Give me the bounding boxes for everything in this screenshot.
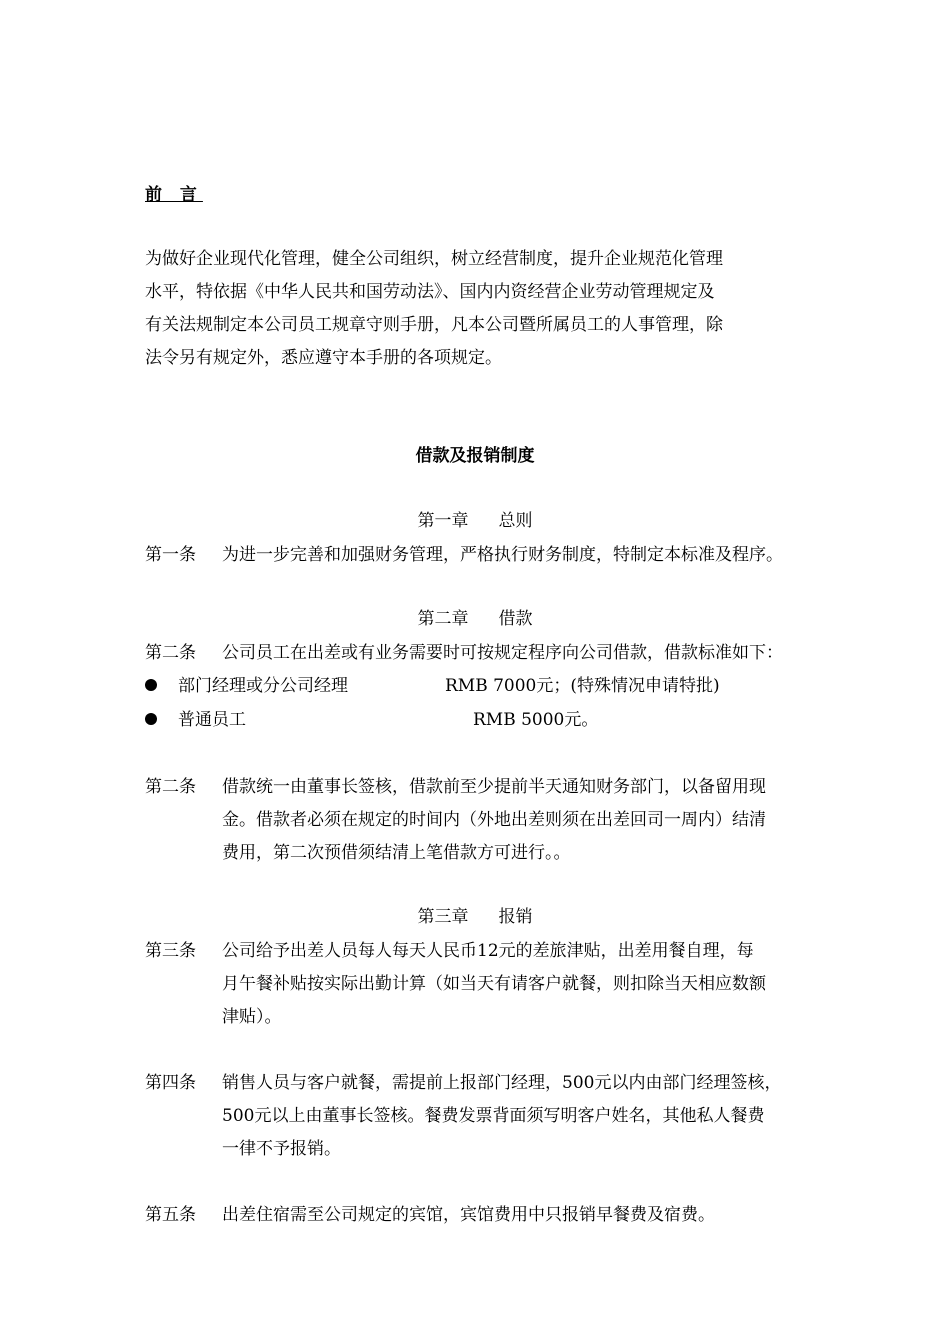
article-text: 销售人员与客户就餐，需提前上报部门经理，500元以内由部门经理签核， xyxy=(222,1073,782,1093)
chapter-name: 总则 xyxy=(498,511,533,531)
chapter-number: 第一章 xyxy=(417,511,469,531)
article-label: 第五条 xyxy=(145,1205,196,1225)
document-title: 借款及报销制度 xyxy=(415,446,535,466)
article-text: 500元以上由董事长签核。餐费发票背面须写明客户姓名，其他私人餐费 xyxy=(222,1106,765,1126)
preface-line: 法令另有规定外，悉应遵守本手册的各项规定。 xyxy=(145,348,502,368)
chapter-heading xyxy=(0,608,950,630)
preface-line: 为做好企业现代化管理，健全公司组织，树立经营制度，提升企业规范化管理 xyxy=(145,249,723,269)
loan-role: 普通员工 xyxy=(178,710,246,730)
article-text: 一律不予报销。 xyxy=(222,1139,341,1159)
preface-heading: 前 言 xyxy=(145,185,203,205)
chapter-heading xyxy=(0,510,950,532)
article-label: 第二条 xyxy=(145,643,196,663)
article-text: 津贴）。 xyxy=(222,1007,282,1027)
chapter-heading xyxy=(0,906,950,928)
article-label: 第四条 xyxy=(145,1073,196,1093)
article-text: 月午餐补贴按实际出勤计算（如当天有请客户就餐，则扣除当天相应数额 xyxy=(222,974,766,994)
article-label: 第二条 xyxy=(145,777,196,797)
article-label: 第三条 xyxy=(145,941,196,961)
article-text: 费用，第二次预借须结清上笔借款方可进行。。 xyxy=(222,843,571,863)
article-text: 出差住宿需至公司规定的宾馆，宾馆费用中只报销早餐费及宿费。 xyxy=(222,1205,715,1225)
chapter-number: 第三章 xyxy=(417,907,469,927)
chapter-name: 借款 xyxy=(498,609,533,629)
article-label: 第一条 xyxy=(145,545,196,565)
chapter-name: 报销 xyxy=(498,907,533,927)
article-text: 金。借款者必须在规定的时间内（外地出差则须在出差回司一周内）结清 xyxy=(222,810,766,830)
preface-line: 水平，特依据《中华人民共和国劳动法》、国内内资经营企业劳动管理规定及 xyxy=(145,282,715,302)
article-text: 为进一步完善和加强财务管理，严格执行财务制度，特制定本标准及程序。 xyxy=(222,545,783,565)
bullet-icon xyxy=(145,679,157,691)
preface-line: 有关法规制定本公司员工规章守则手册，凡本公司暨所属员工的人事管理，除 xyxy=(145,315,723,335)
bullet-icon xyxy=(145,713,157,725)
chapter-number: 第二章 xyxy=(417,609,469,629)
article-text: 公司员工在出差或有业务需要时可按规定程序向公司借款，借款标准如下： xyxy=(222,643,783,663)
article-text: 公司给予出差人员每人每天人民币12元的差旅津贴，出差用餐自理，每 xyxy=(222,941,754,961)
loan-role: 部门经理或分公司经理 xyxy=(178,676,348,696)
loan-amount: RMB 7000元；(特殊情况申请特批) xyxy=(445,676,720,696)
loan-amount: RMB 5000元。 xyxy=(473,710,599,730)
article-text: 借款统一由董事长签核，借款前至少提前半天通知财务部门，以备留用现 xyxy=(222,777,766,797)
